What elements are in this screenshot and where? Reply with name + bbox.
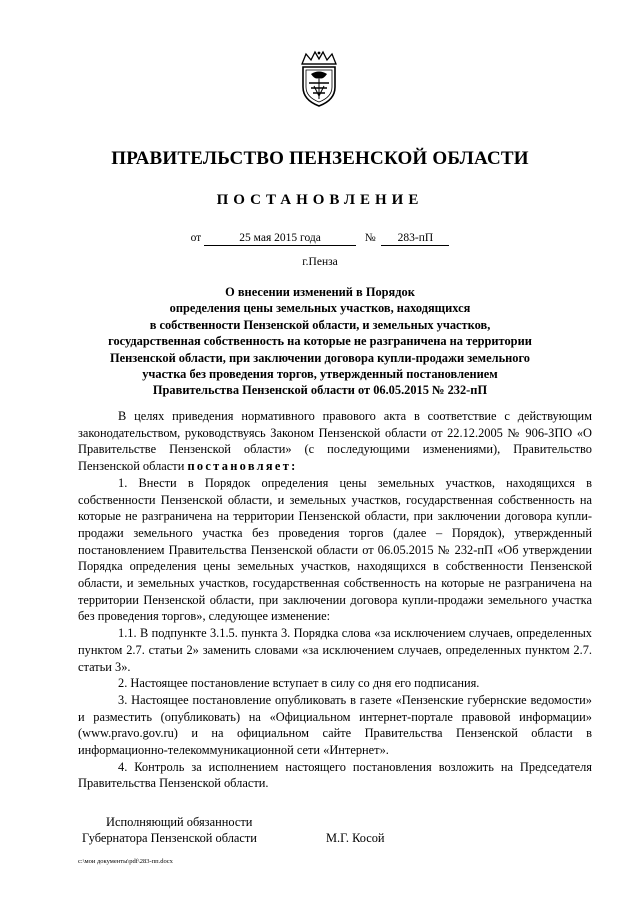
- document-subject: [60, 284, 580, 399]
- date-number-line: [0, 232, 640, 246]
- paragraph-3: 3. Настоящее постановление опубликовать в газете «Пензенские губернские ведомости» и разместить (опубликовать) на «Официальном интернет-портале правовой информации» (www.pravo.gov.ru) и на официальном сайте Правительства Пензенской области в информационно-телекоммуникационной сети «Интернет».: [78, 692, 592, 758]
- preamble-paragraph: [78, 408, 592, 475]
- signatory-position-line2: Губернатора Пензенской области: [82, 831, 257, 845]
- subject-line: Пензенской области, при заключении договора купли-продажи земельного: [110, 350, 530, 365]
- document-date: 25 мая 2015 года: [204, 232, 356, 246]
- paragraph-2: 2. Настоящее постановление вступает в силу со дня его подписания.: [118, 676, 480, 691]
- date-prefix: от: [190, 232, 202, 244]
- preamble-text: В целях приведения нормативного правового акта в соответствие с действующим законодательством, руководствуясь Законом Пензенской области от 22.12.2005 № 906-ЗПО «О Правительстве Пензенской области» (с последующими изменениями), Правительство Пензенской области: [78, 409, 592, 474]
- file-path-footer: c:\мои документы\pdf\283-пп.docx: [78, 858, 173, 865]
- document-number: 283-пП: [381, 232, 449, 246]
- paragraph-4: 4. Контроль за исполнением настоящего постановления возложить на Председателя Правительства Пензенской области.: [78, 759, 592, 791]
- paragraph-1: 1. Внести в Порядок определения цены земельных участков, находящихся в собственности Пензенской области, и земельных участков, государственная собственность на которые не разграничена на территории Пензенской области, при заключении договора купли-продажи земельного участка без проведения торгов (далее – Порядок), утвержденный постановлением Правительства Пензенской области от 06.05.2015 № 232-пП «Об утверждении Порядка определения цены земельных участков, находящихся в собственности Пензенской области, и земельных участков, государственная собственность на которые не разграничена на территории Пензенской области, при заключении договора купли-продажи земельного участка без проведения торгов», следующее изменение:: [78, 475, 592, 624]
- subject-line: в собственности Пензенской области, и земельных участков,: [149, 317, 491, 332]
- document-body: [78, 408, 592, 792]
- decides-word: постановляет:: [187, 459, 298, 474]
- city: г.Пенза: [302, 256, 338, 268]
- subject-line: участка без проведения торгов, утвержденный постановлением: [142, 367, 498, 382]
- number-prefix: №: [364, 232, 376, 244]
- signatory-position-line1: Исполняющий обязанности: [106, 815, 253, 829]
- document-type: ПОСТАНОВЛЕНИЕ: [216, 192, 424, 208]
- subject-line: О внесении изменений в Порядок: [225, 285, 415, 299]
- subject-line: Правительства Пензенской области от 06.05.2015 № 232-пП: [152, 383, 488, 398]
- subject-line: государственная собственность на которые не разграничена на территории: [108, 334, 532, 349]
- subject-line: определения цены земельных участков, находящихся: [169, 301, 471, 316]
- signatory-name: М.Г. Косой: [326, 831, 385, 845]
- paragraph-1-1: 1.1. В подпункте 3.1.5. пункта 3. Порядка слова «за исключением случаев, определенных пунктом 2.7. статьи 2» заменить словами «за исключением случаев, определенных пунктом 2.7. статьи 3».: [78, 626, 592, 674]
- government-title: ПРАВИТЕЛЬСТВО ПЕНЗЕНСКОЙ ОБЛАСТИ: [111, 148, 529, 169]
- penza-coat-of-arms-icon: [296, 50, 342, 108]
